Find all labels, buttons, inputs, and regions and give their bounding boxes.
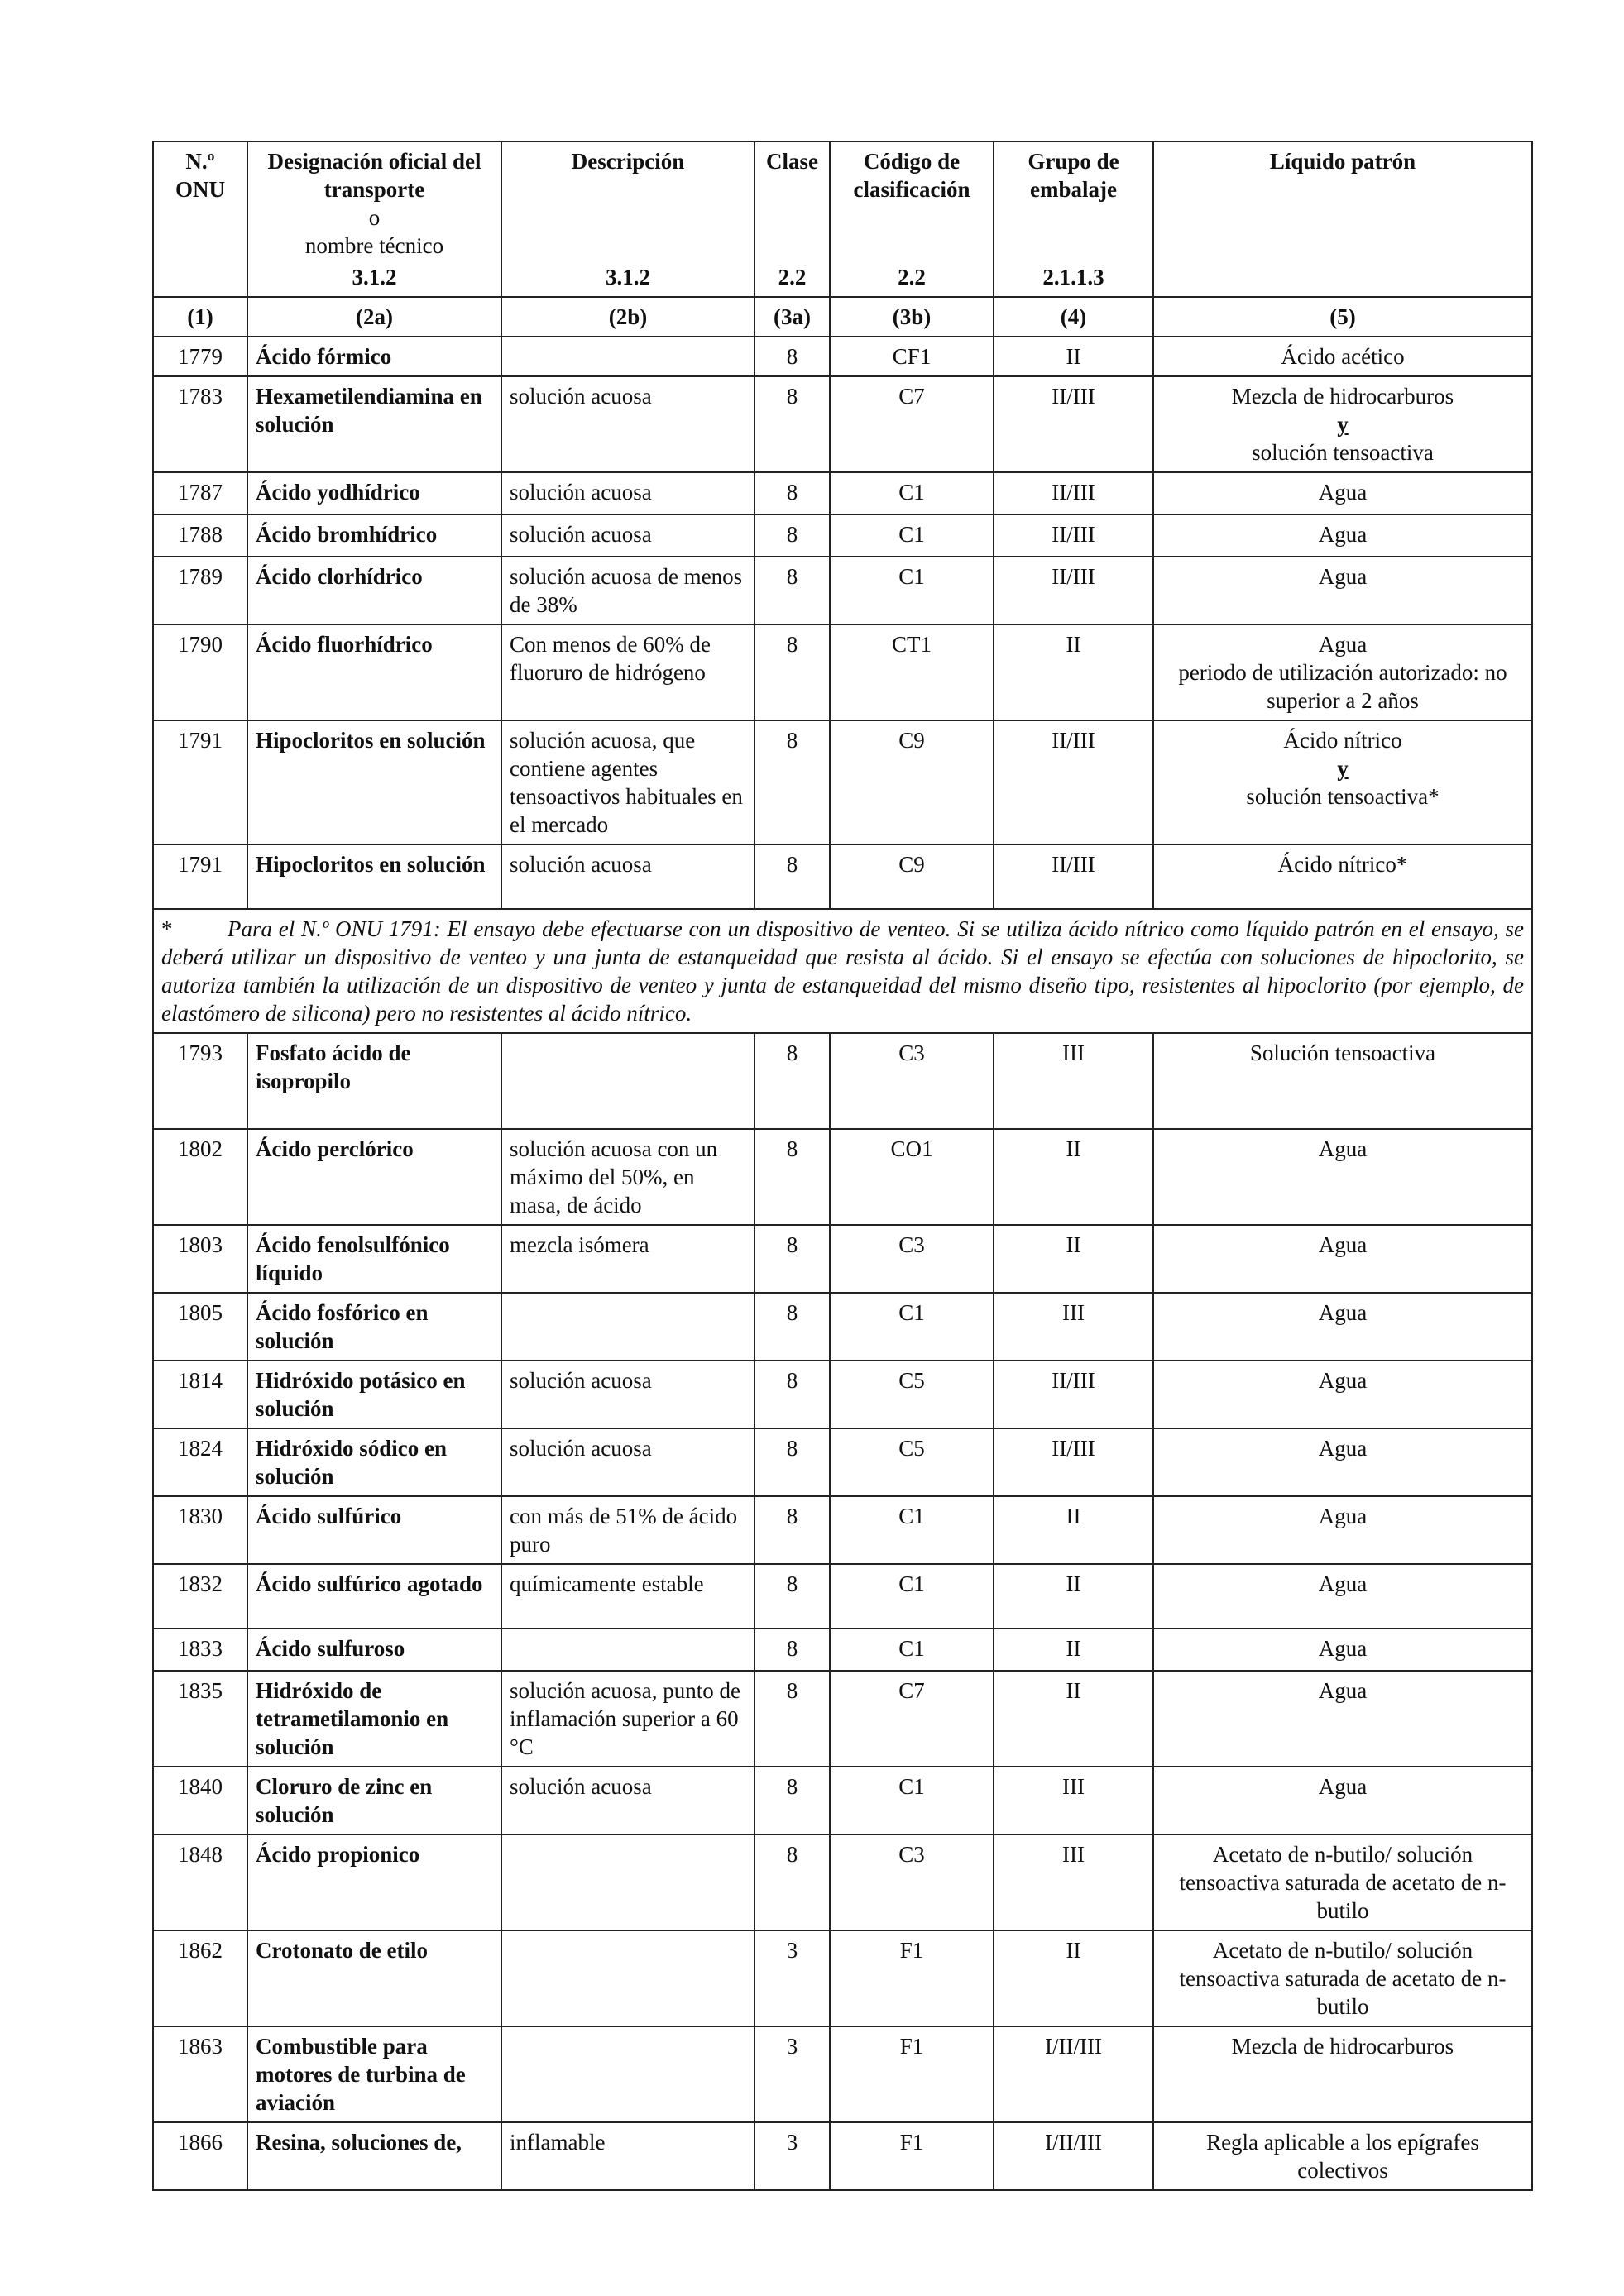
descripcion-cell: con más de 51% de ácido puro bbox=[501, 1496, 755, 1564]
grupo-cell: I/II/III bbox=[994, 2122, 1153, 2190]
designacion-cell: Ácido fluorhídrico bbox=[247, 624, 501, 720]
onu-cell: 1840 bbox=[153, 1767, 247, 1834]
grupo-cell: III bbox=[994, 1033, 1153, 1129]
table-row bbox=[153, 1225, 1532, 1293]
liquido-cell: Agua bbox=[1153, 1564, 1532, 1629]
colnum-3b: (3b) bbox=[830, 297, 994, 337]
descripcion-cell: solución acuosa bbox=[501, 1361, 755, 1428]
onu-cell: 1805 bbox=[153, 1293, 247, 1361]
table-row bbox=[153, 514, 1532, 557]
footnote-section bbox=[153, 909, 1532, 1033]
clase-cell: 8 bbox=[755, 376, 830, 472]
onu-cell: 1791 bbox=[153, 844, 247, 909]
header-codigo-ref: 2.2 bbox=[898, 265, 926, 289]
descripcion-cell: solución acuosa bbox=[501, 514, 755, 557]
descripcion-cell bbox=[501, 1033, 755, 1129]
header-descripcion-ref: 3.1.2 bbox=[606, 265, 650, 289]
table-row bbox=[153, 1564, 1532, 1629]
designacion-cell: Ácido fosfórico en solución bbox=[247, 1293, 501, 1361]
grupo-cell: II/III bbox=[994, 472, 1153, 514]
header-designacion-ref: 3.1.2 bbox=[352, 265, 397, 289]
table-row bbox=[153, 1629, 1532, 1671]
table-row bbox=[153, 1930, 1532, 2026]
grupo-cell: III bbox=[994, 1834, 1153, 1930]
clase-cell: 8 bbox=[755, 720, 830, 844]
descripcion-cell bbox=[501, 2026, 755, 2122]
grupo-cell: II/III bbox=[994, 376, 1153, 472]
onu-cell: 1862 bbox=[153, 1930, 247, 2026]
header-descripcion bbox=[501, 141, 755, 297]
liquido-cell: Acetato de n-butilo/ solución tensoactiva saturada de acetato de n-butilo bbox=[1153, 1930, 1532, 2026]
table-row bbox=[153, 337, 1532, 376]
grupo-cell: II/III bbox=[994, 844, 1153, 909]
clase-cell: 8 bbox=[755, 624, 830, 720]
clase-cell: 8 bbox=[755, 1564, 830, 1629]
onu-cell: 1802 bbox=[153, 1129, 247, 1225]
liquido-line: Mezcla de hidrocarburos bbox=[1231, 384, 1454, 409]
liquido-cell: Solución tensoactiva bbox=[1153, 1033, 1532, 1129]
header-liquido-label: Líquido patrón bbox=[1269, 149, 1416, 174]
liquido-line: y bbox=[1337, 412, 1349, 437]
descripcion-cell bbox=[501, 1629, 755, 1671]
table-row bbox=[153, 1293, 1532, 1361]
table-row bbox=[153, 1033, 1532, 1129]
table-row bbox=[153, 720, 1532, 844]
liquido-cell: Agua bbox=[1153, 1767, 1532, 1834]
onu-cell: 1833 bbox=[153, 1629, 247, 1671]
header-codigo-line-1: Código de bbox=[863, 149, 961, 174]
liquido-cell bbox=[1153, 720, 1532, 844]
onu-cell: 1863 bbox=[153, 2026, 247, 2122]
codigo-cell: F1 bbox=[830, 1930, 994, 2026]
codigo-cell: C7 bbox=[830, 1671, 994, 1767]
header-clase-ref: 2.2 bbox=[778, 265, 807, 289]
header-codigo bbox=[830, 141, 994, 297]
onu-cell: 1783 bbox=[153, 376, 247, 472]
codigo-cell: CO1 bbox=[830, 1129, 994, 1225]
grupo-cell: II bbox=[994, 1671, 1153, 1767]
liquido-cell bbox=[1153, 624, 1532, 720]
descripcion-cell: solución acuosa, que contiene agentes tensoactivos habituales en el mercado bbox=[501, 720, 755, 844]
codigo-cell: C1 bbox=[830, 1564, 994, 1629]
descripcion-cell: solución acuosa bbox=[501, 1767, 755, 1834]
grupo-cell: II bbox=[994, 1564, 1153, 1629]
header-grupo bbox=[994, 141, 1153, 297]
designacion-cell: Hidróxido sódico en solución bbox=[247, 1428, 501, 1496]
liquido-cell: Agua bbox=[1153, 1129, 1532, 1225]
onu-cell: 1789 bbox=[153, 557, 247, 624]
header-designacion-line-2: transporte bbox=[323, 177, 425, 202]
codigo-cell: C3 bbox=[830, 1834, 994, 1930]
clase-cell: 8 bbox=[755, 472, 830, 514]
codigo-cell: C1 bbox=[830, 1767, 994, 1834]
table-row bbox=[153, 2122, 1532, 2190]
designacion-cell: Hexametilendiamina en solución bbox=[247, 376, 501, 472]
liquido-cell bbox=[1153, 376, 1532, 472]
dangerous-goods-table bbox=[152, 141, 1533, 2191]
liquido-cell: Acetato de n-butilo/ solución tensoactiva saturada de acetato de n-butilo bbox=[1153, 1834, 1532, 1930]
header-designacion-line-4: nombre técnico bbox=[304, 233, 444, 258]
codigo-cell: CT1 bbox=[830, 624, 994, 720]
table-row bbox=[153, 624, 1532, 720]
header-row bbox=[153, 141, 1532, 297]
grupo-cell: II/III bbox=[994, 1428, 1153, 1496]
liquido-line: Agua bbox=[1318, 632, 1368, 657]
liquido-cell: Agua bbox=[1153, 1496, 1532, 1564]
designacion-cell: Hidróxido potásico en solución bbox=[247, 1361, 501, 1428]
descripcion-cell bbox=[501, 337, 755, 376]
descripcion-cell bbox=[501, 1930, 755, 2026]
table-row bbox=[153, 1428, 1532, 1496]
codigo-cell: C9 bbox=[830, 720, 994, 844]
descripcion-cell: solución acuosa bbox=[501, 1428, 755, 1496]
liquido-cell: Agua bbox=[1153, 1293, 1532, 1361]
colnum-3a: (3a) bbox=[755, 297, 830, 337]
descripcion-cell: mezcla isómera bbox=[501, 1225, 755, 1293]
clase-cell: 8 bbox=[755, 1629, 830, 1671]
codigo-cell: C1 bbox=[830, 557, 994, 624]
clase-cell: 8 bbox=[755, 1671, 830, 1767]
grupo-cell: II bbox=[994, 1129, 1153, 1225]
designacion-cell: Ácido perclórico bbox=[247, 1129, 501, 1225]
codigo-cell: C9 bbox=[830, 844, 994, 909]
descripcion-cell: químicamente estable bbox=[501, 1564, 755, 1629]
liquido-cell: Mezcla de hidrocarburos bbox=[1153, 2026, 1532, 2122]
grupo-cell: II/III bbox=[994, 557, 1153, 624]
grupo-cell: I/II/III bbox=[994, 2026, 1153, 2122]
codigo-cell: C5 bbox=[830, 1428, 994, 1496]
liquido-line: solución tensoactiva* bbox=[1246, 784, 1440, 809]
header-grupo-line-1: Grupo de bbox=[1028, 149, 1119, 174]
header-liquido bbox=[1153, 141, 1532, 297]
onu-cell: 1830 bbox=[153, 1496, 247, 1564]
table-row bbox=[153, 844, 1532, 909]
liquido-line: solución tensoactiva bbox=[1252, 440, 1434, 465]
clase-cell: 8 bbox=[755, 1428, 830, 1496]
onu-cell: 1790 bbox=[153, 624, 247, 720]
clase-cell: 8 bbox=[755, 1767, 830, 1834]
designacion-cell: Ácido fenolsulfónico líquido bbox=[247, 1225, 501, 1293]
header-designacion-line-3: o bbox=[368, 205, 381, 230]
codigo-cell: F1 bbox=[830, 2026, 994, 2122]
onu-cell: 1832 bbox=[153, 1564, 247, 1629]
designacion-cell: Ácido bromhídrico bbox=[247, 514, 501, 557]
liquido-cell: Agua bbox=[1153, 1361, 1532, 1428]
grupo-cell: II bbox=[994, 1496, 1153, 1564]
table-row bbox=[153, 2026, 1532, 2122]
grupo-cell: II/III bbox=[994, 720, 1153, 844]
clase-cell: 8 bbox=[755, 557, 830, 624]
descripcion-cell: solución acuosa bbox=[501, 472, 755, 514]
clase-cell: 8 bbox=[755, 337, 830, 376]
liquido-cell: Ácido nítrico* bbox=[1153, 844, 1532, 909]
header-onu-line-1: N.º bbox=[185, 149, 215, 174]
colnum-2a: (2a) bbox=[247, 297, 501, 337]
table-row bbox=[153, 1834, 1532, 1930]
onu-cell: 1835 bbox=[153, 1671, 247, 1767]
clase-cell: 8 bbox=[755, 1834, 830, 1930]
codigo-cell: C7 bbox=[830, 376, 994, 472]
codigo-cell: C3 bbox=[830, 1225, 994, 1293]
table-row bbox=[153, 1129, 1532, 1225]
descripcion-cell: Con menos de 60% de fluoruro de hidrógeno bbox=[501, 624, 755, 720]
header-descripcion-label: Descripción bbox=[571, 149, 685, 174]
codigo-cell: CF1 bbox=[830, 337, 994, 376]
footnote-cell bbox=[153, 909, 1532, 1033]
liquido-cell: Agua bbox=[1153, 1629, 1532, 1671]
header-onu bbox=[153, 141, 247, 297]
grupo-cell: II bbox=[994, 337, 1153, 376]
grupo-cell: II bbox=[994, 1629, 1153, 1671]
designacion-cell: Ácido fórmico bbox=[247, 337, 501, 376]
header-designacion bbox=[247, 141, 501, 297]
table-row bbox=[153, 1671, 1532, 1767]
liquido-line: y bbox=[1337, 756, 1349, 781]
onu-cell: 1791 bbox=[153, 720, 247, 844]
designacion-cell: Resina, soluciones de, bbox=[247, 2122, 501, 2190]
clase-cell: 8 bbox=[755, 1129, 830, 1225]
footnote-row bbox=[153, 909, 1532, 1033]
descripcion-cell: solución acuosa bbox=[501, 376, 755, 472]
clase-cell: 8 bbox=[755, 1033, 830, 1129]
designacion-cell: Ácido yodhídrico bbox=[247, 472, 501, 514]
designacion-cell: Crotonato de etilo bbox=[247, 1930, 501, 2026]
descripcion-cell bbox=[501, 1834, 755, 1930]
table-row bbox=[153, 1361, 1532, 1428]
colnum-5: (5) bbox=[1153, 297, 1532, 337]
clase-cell: 3 bbox=[755, 2026, 830, 2122]
grupo-cell: III bbox=[994, 1767, 1153, 1834]
designacion-cell: Ácido clorhídrico bbox=[247, 557, 501, 624]
liquido-line: Ácido nítrico bbox=[1283, 728, 1402, 753]
descripcion-cell: solución acuosa de menos de 38% bbox=[501, 557, 755, 624]
codigo-cell: C1 bbox=[830, 1629, 994, 1671]
onu-cell: 1824 bbox=[153, 1428, 247, 1496]
colnum-2b: (2b) bbox=[501, 297, 755, 337]
footnote-text: Para el N.º ONU 1791: El ensayo debe efectuarse con un dispositivo de venteo. Si se utiliza ácido nítrico como líquido patrón en el ensayo, se deberá utilizar un dispositivo de venteo y una junta de estanqueidad que resista al ácido. Si el ensayo se efectúa con soluciones de hipoclorito, se autoriza también la utilización de un dispositivo de venteo y junta de estanqueidad del mismo diseño tipo, resistentes al hipoclorito (por ejemplo, de elastómero de silicona) pero no resistentes al ácido nítrico. bbox=[161, 916, 1524, 1026]
onu-cell: 1779 bbox=[153, 337, 247, 376]
colnum-4: (4) bbox=[994, 297, 1153, 337]
clase-cell: 3 bbox=[755, 2122, 830, 2190]
descripcion-cell bbox=[501, 1293, 755, 1361]
table-row bbox=[153, 376, 1532, 472]
codigo-cell: F1 bbox=[830, 2122, 994, 2190]
onu-cell: 1866 bbox=[153, 2122, 247, 2190]
designacion-cell: Ácido sulfuroso bbox=[247, 1629, 501, 1671]
onu-cell: 1787 bbox=[153, 472, 247, 514]
onu-cell: 1814 bbox=[153, 1361, 247, 1428]
descripcion-cell: inflamable bbox=[501, 2122, 755, 2190]
header-onu-line-2: ONU bbox=[175, 177, 225, 202]
codigo-cell: C5 bbox=[830, 1361, 994, 1428]
codigo-cell: C1 bbox=[830, 472, 994, 514]
descripcion-cell: solución acuosa bbox=[501, 844, 755, 909]
table-body-lower bbox=[153, 1033, 1532, 2190]
grupo-cell: II bbox=[994, 1225, 1153, 1293]
designacion-cell: Ácido sulfúrico agotado bbox=[247, 1564, 501, 1629]
grupo-cell: III bbox=[994, 1293, 1153, 1361]
clase-cell: 8 bbox=[755, 1361, 830, 1428]
codigo-cell: C1 bbox=[830, 514, 994, 557]
clase-cell: 8 bbox=[755, 1496, 830, 1564]
liquido-cell: Regla aplicable a los epígrafes colectivos bbox=[1153, 2122, 1532, 2190]
clase-cell: 8 bbox=[755, 1225, 830, 1293]
clase-cell: 8 bbox=[755, 514, 830, 557]
codigo-cell: C3 bbox=[830, 1033, 994, 1129]
liquido-cell: Agua bbox=[1153, 1428, 1532, 1496]
footnote-marker: * bbox=[161, 916, 173, 941]
onu-cell: 1848 bbox=[153, 1834, 247, 1930]
table-row bbox=[153, 557, 1532, 624]
onu-cell: 1803 bbox=[153, 1225, 247, 1293]
grupo-cell: II/III bbox=[994, 1361, 1153, 1428]
clase-cell: 8 bbox=[755, 844, 830, 909]
designacion-cell: Hipocloritos en solución bbox=[247, 720, 501, 844]
table-row bbox=[153, 472, 1532, 514]
header-grupo-line-2: embalaje bbox=[1030, 177, 1117, 202]
header-designacion-line-1: Designación oficial del bbox=[267, 149, 481, 174]
descripcion-cell: solución acuosa, punto de inflamación superior a 60 °C bbox=[501, 1671, 755, 1767]
column-number-row bbox=[153, 297, 1532, 337]
designacion-cell: Cloruro de zinc en solución bbox=[247, 1767, 501, 1834]
descripcion-cell: solución acuosa con un máximo del 50%, en masa, de ácido bbox=[501, 1129, 755, 1225]
onu-cell: 1793 bbox=[153, 1033, 247, 1129]
liquido-cell: Agua bbox=[1153, 557, 1532, 624]
grupo-cell: II bbox=[994, 1930, 1153, 2026]
clase-cell: 8 bbox=[755, 1293, 830, 1361]
header-grupo-ref: 2.1.1.3 bbox=[1042, 265, 1104, 289]
designacion-cell: Combustible para motores de turbina de aviación bbox=[247, 2026, 501, 2122]
header-clase-label: Clase bbox=[766, 149, 818, 174]
liquido-cell: Agua bbox=[1153, 1225, 1532, 1293]
codigo-cell: C1 bbox=[830, 1293, 994, 1361]
codigo-cell: C1 bbox=[830, 1496, 994, 1564]
liquido-cell: Agua bbox=[1153, 472, 1532, 514]
table-body-upper bbox=[153, 337, 1532, 909]
colnum-1: (1) bbox=[153, 297, 247, 337]
designacion-cell: Ácido propionico bbox=[247, 1834, 501, 1930]
table-row bbox=[153, 1496, 1532, 1564]
designacion-cell: Ácido sulfúrico bbox=[247, 1496, 501, 1564]
header-codigo-line-2: clasificación bbox=[853, 177, 970, 202]
liquido-line: periodo de utilización autorizado: no superior a 2 años bbox=[1178, 660, 1507, 713]
clase-cell: 3 bbox=[755, 1930, 830, 2026]
designacion-cell: Fosfato ácido de isopropilo bbox=[247, 1033, 501, 1129]
liquido-cell: Agua bbox=[1153, 1671, 1532, 1767]
designacion-cell: Hidróxido de tetrametilamonio en solución bbox=[247, 1671, 501, 1767]
conjunction-y bbox=[1337, 756, 1349, 781]
conjunction-y bbox=[1337, 412, 1349, 437]
table-row bbox=[153, 1767, 1532, 1834]
liquido-cell: Ácido acético bbox=[1153, 337, 1532, 376]
onu-cell: 1788 bbox=[153, 514, 247, 557]
header-clase bbox=[755, 141, 830, 297]
grupo-cell: II/III bbox=[994, 514, 1153, 557]
designacion-cell: Hipocloritos en solución bbox=[247, 844, 501, 909]
liquido-cell: Agua bbox=[1153, 514, 1532, 557]
grupo-cell: II bbox=[994, 624, 1153, 720]
